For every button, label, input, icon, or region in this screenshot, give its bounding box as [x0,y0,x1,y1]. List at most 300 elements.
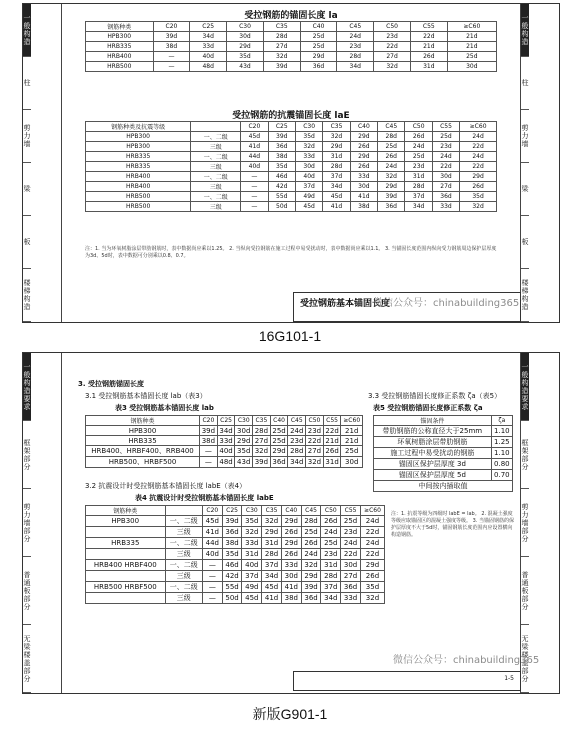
page-number: 1-5 [504,675,514,682]
table-cell: 0.70 [491,470,512,481]
sidebar-section: 普通板部分 [521,557,529,625]
table-cell: 36d [300,62,337,72]
table-cell: HRB500、HRBF500 [86,457,200,468]
table-cell: 28d [263,32,300,42]
sidebar-section: 剪力墙部分 [521,489,529,557]
table-cell: HRB500 [86,192,191,202]
table-cell: 39d [222,516,242,527]
table-cell: 三级 [191,202,241,212]
table-cell: 48d [217,457,235,468]
column-header: 钢筋种类 [86,22,154,32]
table-cell: 38d [200,436,218,446]
table-cell: 49d [295,192,322,202]
table-cell: 施工过程中易受扰动的钢筋 [374,448,492,459]
table-row [86,426,363,436]
table-cell: 32d [263,52,300,62]
table-cell: 22d [360,527,384,538]
table-cell: 22d [341,549,361,560]
table-cell: — [241,192,268,202]
column-header: 钢筋种类及抗震等级 [86,122,191,132]
table-cell: — [241,202,268,212]
table-cell: HRB500 HRBF500 [86,582,166,593]
sidebar-section: 一般构造 [521,4,529,57]
table1-title: 受拉钢筋的锚固长度 la [244,11,338,21]
column-header: C45 [337,22,374,32]
table-cell: 32d [262,516,282,527]
table-row [86,52,497,62]
table-cell: 24d [321,527,341,538]
table-cell: 30d [227,32,264,42]
table-cell [86,593,166,604]
table-cell: 29d [378,182,405,192]
table-cell: 29d [350,132,377,142]
column-header: C20 [202,506,222,516]
table-cell: 45d [323,192,350,202]
table-cell: 39d [301,582,321,593]
table-cell: 27d [341,571,361,582]
table-cell: 26d [410,52,447,62]
title-block [293,671,521,691]
table-cell: 31d [321,560,341,571]
watermark: 微信公众号：chinabuilding365 [373,298,520,309]
table-row [86,132,497,142]
table-row [374,459,513,470]
table-cell: 40d [217,446,235,457]
table-cell: 46d [222,560,242,571]
column-header: 钢筋种类 [86,416,200,426]
table-cell: 38d [222,538,242,549]
table-cell: 45d [241,132,268,142]
table4-title: 表4 抗震设计时受拉钢筋基本锚固长度 labE [135,494,274,502]
sidebar-section: 板 [23,216,31,269]
table-cell: 36d [222,527,242,538]
table-cell: 35d [460,192,497,202]
table-cell: 26d [460,182,497,192]
table-cell: 30d [350,182,377,192]
table-cell: 23d [321,549,341,560]
table-row [86,527,385,538]
table-cell: 25d [405,152,432,162]
table-row [86,593,385,604]
table-cell: 40d [295,172,322,182]
notes: 注：1. 抗震等级为四级时 labE = lab。 2. 混凝土强度等级应取锚固区的混凝土强度等级。 3. 当锚固钢筋的保护层厚度不大于5d时，锚固钢筋长度范围内应设置横向构造钢筋。 [391,511,514,538]
table-cell: 24d [360,516,384,527]
table-cell: 30d [447,62,496,72]
table-cell: — [202,571,222,582]
table-cell: 33d [217,436,235,446]
table-cell: 29d [460,172,497,182]
table-cell: — [200,457,218,468]
column-header: C30 [242,506,262,516]
column-header: C50 [405,122,432,132]
anchor-length-table [85,21,497,72]
column-header: C40 [281,506,301,516]
table5-title: 表5 受拉钢筋锚固长度修正系数 ζa [373,404,483,412]
table-cell: 32d [460,202,497,212]
table-cell: 一、二级 [191,172,241,182]
column-header: C30 [227,22,264,32]
table-cell: 一、二级 [191,192,241,202]
table-cell: HRB335 [86,538,166,549]
table-cell: 29d [281,538,301,549]
table-cell: 45d [295,202,322,212]
table-cell: 26d [281,549,301,560]
table-cell: 49d [242,582,262,593]
column-header: C30 [295,122,322,132]
table-row [86,62,497,72]
column-header: C45 [378,122,405,132]
table-cell: 34d [190,32,227,42]
table-row [86,571,385,582]
table-row [86,457,363,468]
table-cell: 46d [268,172,295,182]
table-cell: 39d [200,426,218,436]
seismic-basic-anchor-table [85,505,385,604]
title-block-text: 受拉钢筋基本锚固长度 [300,299,391,309]
table-cell: 29d [235,436,253,446]
table-cell: 26d [360,571,384,582]
sidebar-section: 剪力墙部分 [23,489,31,557]
table-cell: 42d [222,571,242,582]
sheet-16g101 [22,3,560,323]
sidebar-section: 一般构造要求 [521,353,529,421]
table-cell: 31d [262,538,282,549]
column-header: ≥C60 [447,22,496,32]
table-cell: 33d [242,538,262,549]
table-cell: 25d [341,516,361,527]
table-cell: 31d [410,62,447,72]
table-cell: 30d [341,560,361,571]
table-cell: 44d [241,152,268,162]
table-cell: 37d [262,560,282,571]
table-cell: 36d [378,202,405,212]
table-cell: HRB500 [86,62,154,72]
modification-table [373,415,513,492]
table-row [86,182,497,192]
table-cell: 32d [301,560,321,571]
table-cell: 28d [288,446,306,457]
table-note: 中间按内插取值 [374,481,513,492]
table-row [86,172,497,182]
sidebar-section: 剪力墙 [23,110,31,163]
table-cell: 43d [227,62,264,72]
column-header: C20 [153,22,190,32]
table-cell: 24d [460,132,497,142]
table-cell: 37d [323,172,350,182]
table-cell: 31d [405,172,432,182]
sidebar-section: 板 [521,216,529,269]
table-cell: 30d [341,457,363,468]
table-cell: 30d [295,162,322,172]
table-cell: 22d [306,436,324,446]
table-cell: 32d [378,172,405,182]
table-cell: 26d [281,527,301,538]
table-cell: 三级 [165,593,202,604]
table-cell: 34d [405,202,432,212]
table-cell: 32d [295,142,322,152]
table-cell: 24d [360,538,384,549]
table-cell: 21d [447,42,496,52]
table-row [86,436,363,446]
table-cell: 28d [323,162,350,172]
table-cell: 37d [321,582,341,593]
table-cell: 31d [323,152,350,162]
column-header: C45 [301,506,321,516]
caption-g901: 新版G901-1 [252,706,328,722]
table-cell: 22d [374,42,411,52]
table-cell: 35d [242,516,262,527]
table-cell: 27d [253,436,271,446]
table-cell: 28d [262,549,282,560]
table-cell: 32d [360,593,384,604]
table-cell: 38d [153,42,190,52]
table-cell: 21d [341,436,363,446]
column-header: C35 [262,506,282,516]
seismic-anchor-table [85,121,497,212]
table-cell: HRB335 [86,152,191,162]
table-cell: 一、二级 [165,560,202,571]
table-cell: — [153,52,190,62]
section-heading: 3. 受拉钢筋锚固长度 [78,380,144,388]
sidebar-section: 楼梯构造 [23,269,31,322]
table-cell: 23d [432,142,459,152]
table-cell: 38d [281,593,301,604]
table-cell: 25d [300,42,337,52]
table-cell: 21d [341,426,363,436]
table-cell: HRB400 [86,172,191,182]
table-cell: 55d [222,582,242,593]
table-cell: 45d [262,582,282,593]
table-cell: 35d [360,582,384,593]
table-cell: 24d [337,32,374,42]
table-cell: 三级 [165,549,202,560]
table-cell: 22d [360,549,384,560]
table-cell: HRB335 [86,162,191,172]
column-header: C55 [410,22,447,32]
table-cell: 29d [270,446,288,457]
table-cell: 24d [432,152,459,162]
column-header [165,506,202,516]
table-cell: 27d [374,52,411,62]
table-cell: 33d [281,560,301,571]
table-cell: 24d [301,549,321,560]
table-cell: 三级 [191,162,241,172]
table-cell: 39d [253,457,271,468]
table-cell: 45d [202,516,222,527]
table-cell: 三级 [165,527,202,538]
table-cell: 37d [295,182,322,192]
table-cell: HPB300 [86,142,191,152]
table-cell: 27d [306,446,324,457]
table-cell: 24d [378,162,405,172]
table-row [86,142,497,152]
sidebar-section: 剪力墙 [521,110,529,163]
table-cell: 22d [460,142,497,152]
table-cell: 32d [374,62,411,72]
table-cell: 环氧树脂涂层带肋钢筋 [374,437,492,448]
table-cell: 1.10 [491,426,512,437]
table-cell: 27d [263,42,300,52]
table-cell: 26d [321,516,341,527]
table-cell: 1.25 [491,437,512,448]
table-cell: HRB335 [86,42,154,52]
sub-heading-3: 3.3 受拉钢筋锚固长度修正系数 ζa（表5） [368,392,502,400]
table-cell: 41d [281,582,301,593]
table-cell: 一、二级 [191,132,241,142]
table-cell: 41d [202,527,222,538]
table-cell: 25d [432,132,459,142]
table-cell: 34d [262,571,282,582]
table-cell: HPB300 [86,516,166,527]
table-cell: 42d [268,182,295,192]
table-row [374,470,513,481]
column-header: C35 [263,22,300,32]
table-cell: 32d [253,446,271,457]
sidebar-section: 梁 [23,163,31,216]
column-header: C55 [341,506,361,516]
column-header: C55 [323,416,341,426]
column-header: C50 [306,416,324,426]
table-cell: 24d [460,152,497,162]
table-cell: 23d [306,426,324,436]
column-header: C55 [432,122,459,132]
table-cell: 26d [350,142,377,152]
table-cell: 25d [447,52,496,62]
caption-16g101: 16G101-1 [258,328,322,344]
table-cell: 26d [405,132,432,142]
table-cell: 30d [432,172,459,182]
table-cell: HRB400 HRBF400 [86,560,166,571]
sidebar-section: 梁 [521,163,529,216]
table-cell: 25d [301,527,321,538]
watermark: 微信公众号：chinabuilding365 [393,655,540,666]
table-cell: 36d [341,582,361,593]
table-cell: 26d [378,152,405,162]
table-cell: 23d [405,162,432,172]
column-header: C40 [300,22,337,32]
table-row [86,162,497,172]
table-row [86,549,385,560]
sidebar-section: 楼梯构造 [521,269,529,322]
table-cell: 34d [321,593,341,604]
sidebar-section: 框架部分 [23,421,31,489]
table-cell: 37d [242,571,262,582]
table-row [374,426,513,437]
sidebar-section: 一般构造 [23,4,31,57]
table-row [86,32,497,42]
table-cell: 38d [268,152,295,162]
table-cell: 28d [378,132,405,142]
table-cell: 55d [268,192,295,202]
table-cell: — [202,593,222,604]
table-cell [86,571,166,582]
table-cell: 33d [190,42,227,52]
column-header: C40 [350,122,377,132]
table-cell: 26d [323,446,341,457]
table-cell: HRB400 [86,52,154,62]
table-cell: 31d [323,457,341,468]
sidebar-section: 柱 [23,57,31,110]
column-header: C35 [323,122,350,132]
table-cell: 33d [295,152,322,162]
table-row [86,42,497,52]
table-cell: 三级 [191,182,241,192]
table-cell: 0.80 [491,459,512,470]
table-cell: 21d [410,42,447,52]
table-row [86,538,385,549]
table-cell: 25d [270,436,288,446]
table-cell: 39d [268,132,295,142]
table-cell: 45d [242,593,262,604]
table2-title: 受拉钢筋的抗震锚固长度 laE [232,111,350,121]
sub-heading-2: 3.2 抗震设计时受拉钢筋基本锚固长度 labE（表4） [85,482,247,490]
table-cell: 29d [350,152,377,162]
table-cell: 23d [288,436,306,446]
table-cell: — [241,182,268,192]
table-cell: 38d [350,202,377,212]
table-cell: 36d [268,142,295,152]
table-row [86,582,385,593]
table-cell: HPB300 [86,132,191,142]
table-cell: — [202,582,222,593]
table-cell: 32d [323,132,350,142]
left-sidebar [23,353,62,693]
column-header: C20 [241,122,268,132]
table-cell: 35d [268,162,295,172]
table-cell: 一、二级 [165,582,202,593]
table-cell: 35d [227,52,264,62]
column-header: ≥C60 [341,416,363,426]
sub-heading-1: 3.1 受拉钢筋基本锚固长度 lab（表3） [85,392,207,400]
table-cell: 29d [262,527,282,538]
column-header: ζa [491,416,512,426]
column-header: C20 [200,416,218,426]
table-cell: 50d [268,202,295,212]
table-cell: 锚固区保护层厚度 5d [374,470,492,481]
table-cell: 39d [153,32,190,42]
left-sidebar [23,4,62,322]
column-header: ≥C60 [360,506,384,516]
table-cell: 24d [341,538,361,549]
table-row [86,516,385,527]
table-cell: 23d [341,527,361,538]
table-row [86,446,363,457]
table-cell: 41d [350,192,377,202]
column-header: 锚固条件 [374,416,492,426]
table-cell: 34d [337,62,374,72]
table-row [86,560,385,571]
column-header: C50 [374,22,411,32]
column-header: C40 [270,416,288,426]
column-header: C25 [222,506,242,516]
table-cell: 40d [242,560,262,571]
table-cell: 28d [321,571,341,582]
table-cell: 35d [295,132,322,142]
column-header: C45 [288,416,306,426]
table-cell: 40d [190,52,227,62]
column-header: C50 [321,506,341,516]
table-cell: 25d [378,142,405,152]
table3-title: 表3 受拉钢筋基本锚固长度 lab [115,404,214,412]
table-cell: 33d [350,172,377,182]
table-cell: 28d [253,426,271,436]
table-cell: 30d [235,426,253,436]
table-cell: 29d [227,42,264,52]
table-cell: 28d [405,182,432,192]
column-header: 钢筋种类 [86,506,166,516]
table-cell: HRB400 [86,182,191,192]
table-cell: 23d [374,32,411,42]
